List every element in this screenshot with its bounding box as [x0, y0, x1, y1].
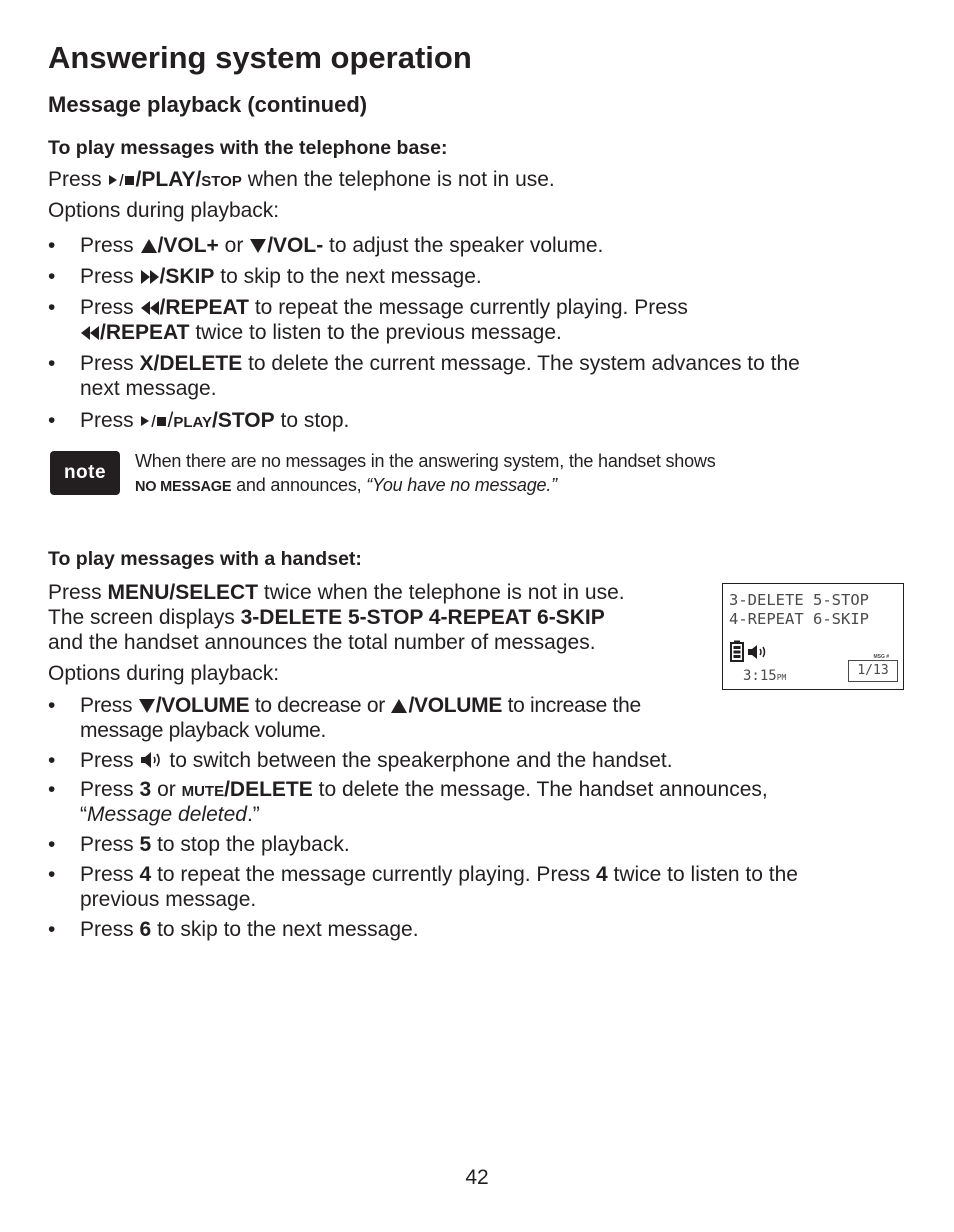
up-arrow-icon — [390, 695, 408, 720]
base-heading: To play messages with the telephone base: — [48, 137, 448, 159]
speaker-icon — [140, 750, 164, 775]
handset-heading: To play messages with a handset: — [48, 548, 362, 570]
repeat-icon — [140, 297, 160, 322]
speaker-icon — [747, 644, 769, 665]
handset-intro-2: The screen displays 3-DELETE 5-STOP 4-REPEAT 6-SKIP — [48, 606, 605, 629]
section-subtitle: Message playback (continued) — [48, 92, 368, 117]
handset-intro-1: Press MENU/SELECT twice when the telephone is not in use. — [48, 581, 625, 604]
lcd-time: 3:15PM — [743, 668, 787, 684]
up-arrow-icon — [140, 235, 158, 260]
down-arrow-icon — [249, 235, 267, 260]
handset-intro-3: and the handset announces the total number of messages. — [48, 631, 596, 654]
base-intro: Press /PLAY/STOP when the telephone is not in use. — [48, 167, 555, 194]
battery-icon — [730, 640, 744, 667]
lcd-message-counter: 1/13 — [848, 660, 898, 682]
note-badge: note — [50, 451, 120, 495]
play-stop-icon — [108, 169, 136, 194]
skip-icon — [140, 266, 160, 291]
base-options-label: Options during playback: — [48, 199, 280, 222]
note-line-1: When there are no messages in the answering system, the handset shows — [135, 451, 716, 471]
down-arrow-icon — [138, 695, 156, 720]
page-title: Answering system operation — [48, 40, 472, 75]
handset-options-label: Options during playback: — [48, 662, 280, 685]
note-line-2: NO MESSAGE and announces, “You have no message.” — [135, 475, 557, 495]
page-number: 42 — [465, 1166, 489, 1189]
handset-lcd-screen — [722, 583, 904, 690]
lcd-line-2: 4-REPEAT 6-SKIP — [729, 610, 869, 628]
lcd-line-1: 3-DELETE 5-STOP — [729, 591, 869, 609]
play-stop-icon — [140, 410, 168, 435]
repeat-icon — [80, 322, 100, 347]
lcd-msg-label: MSG # — [873, 654, 889, 660]
